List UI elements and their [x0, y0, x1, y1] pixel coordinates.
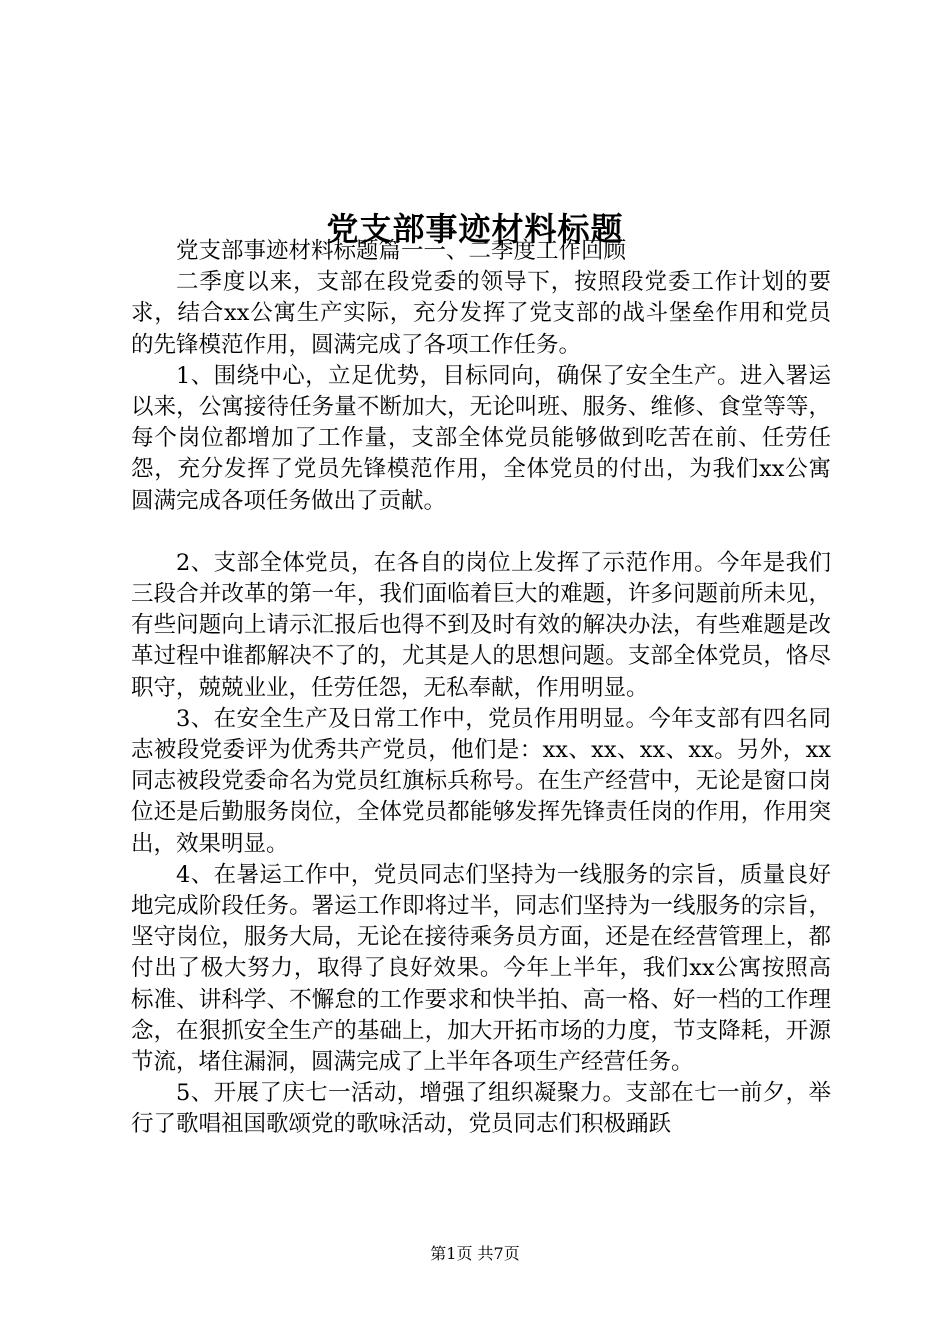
paragraph-item-2: 2、支部全体党员，在各自的岗位上发挥了示范作用。今年是我们三段合并改革的第一年，我们面临着巨大的难题，许多问题前所未见，有些问题向上请示汇报后也得不到及时有效的解决办法，有些难题是改革过程中谁都解决不了的，尤其是人的思想问题。支部全体党员，恪尽职守，兢兢业业，任劳任怨，无私奉献，作用明显。 [131, 549, 831, 701]
page-footer: 第1页 共7页 [430, 1244, 520, 1263]
paragraph-item-5: 5、开展了庆七一活动，增强了组织凝聚力。支部在七一前夕，举行了歌唱祖国歌颂党的歌咏活动，党员同志们积极踊跃 [131, 1080, 831, 1138]
paragraph-intro: 党支部事迹材料标题篇一一、二季度工作回顾 [176, 238, 627, 264]
paragraph-item-3: 3、在安全生产及日常工作中，党员作用明显。今年支部有四名同志被段党委评为优秀共产党员，他们是：xx、xx、xx、xx。另外，xx同志被段党委命名为党员红旗标兵称号。在生产经营中，无论是窗口岗位还是后勤服务岗位，全体党员都能够发挥先锋责任岗的作用，作用突出，效果明显。 [131, 705, 831, 857]
paragraph-item-1: 1、围绕中心，立足优势，目标同向，确保了安全生产。进入署运以来，公寓接待任务量不断加大，无论叫班、服务、维修、食堂等等，每个岗位都增加了工作量，支部全体党员能够做到吃苦在前、任劳任怨，充分发挥了党员先锋模范作用，全体党员的付出，为我们xx公寓圆满完成各项任务做出了贡献。 [131, 362, 831, 514]
paragraph-item-4: 4、在暑运工作中，党员同志们坚持为一线服务的宗旨，质量良好地完成阶段任务。署运工作即将过半，同志们坚持为一线服务的宗旨，坚守岗位，服务大局，无论在接待乘务员方面，还是在经营管理上，都付出了极大努力，取得了良好效果。今年上半年，我们xx公寓按照高标准、讲科学、不懈怠的工作要求和快半拍、高一格、好一档的工作理念，在狠抓安全生产的基础上，加大开拓市场的力度，节支降耗，开源节流，堵住漏洞，圆满完成了上半年各项生产经营任务。 [131, 861, 831, 1076]
document-title: 党支部事迹材料标题 [326, 210, 624, 249]
paragraph-overview: 二季度以来，支部在段党委的领导下，按照段党委工作计划的要求，结合xx公寓生产实际，充分发挥了党支部的战斗堡垒作用和党员的先锋模范作用，圆满完成了各项工作任务。 [131, 269, 831, 358]
document-body [131, 236, 831, 1141]
